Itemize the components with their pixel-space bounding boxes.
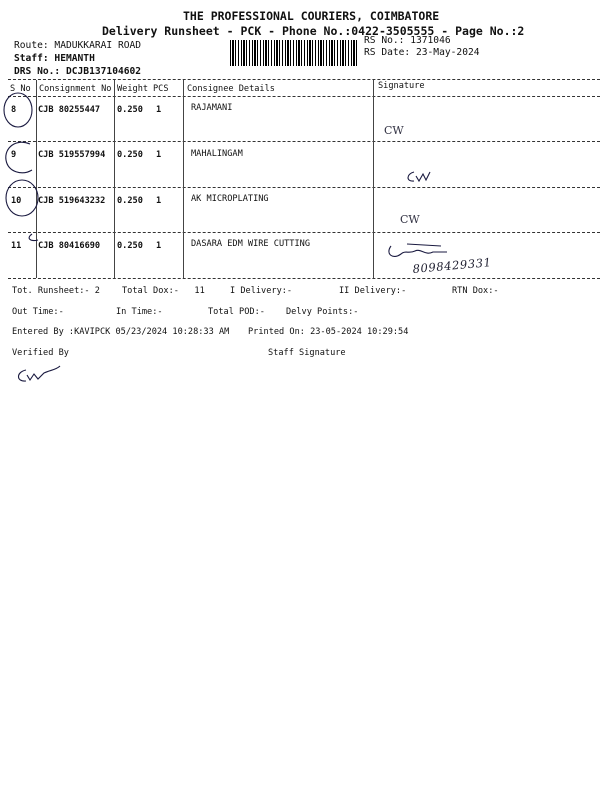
column-divider: [373, 80, 374, 278]
verified-by-label: Verified By: [12, 348, 69, 358]
staff-label: Staff: HEMANTH: [14, 53, 95, 64]
out-time: Out Time:-: [12, 307, 64, 317]
row-sno: 11: [11, 241, 22, 251]
i-delivery: I Delivery:-: [230, 286, 293, 296]
route-label: Route: MADUKKARAI ROAD: [14, 40, 142, 51]
row-divider: [8, 187, 600, 188]
in-time: In Time:-: [116, 307, 163, 317]
column-divider: [114, 80, 115, 278]
row-consignment: CJB 519643232: [38, 196, 106, 206]
row-sno: 10: [11, 196, 22, 206]
row-divider: [8, 141, 600, 142]
row-sno: 8: [11, 105, 17, 115]
handwritten-signature-icon: [404, 168, 432, 186]
row-consignment: CJB 80416690: [38, 241, 101, 251]
table-bottom-rule: [8, 278, 600, 279]
staff-signature-label: Staff Signature: [268, 348, 346, 358]
row-sno: 9: [11, 150, 17, 160]
hand-tick-mark: [0, 232, 45, 246]
runsheet-subtitle: Delivery Runsheet - PCK - Phone No.:0422-3505555 - Page No.:2: [102, 24, 525, 38]
row-weight: 0.250: [117, 241, 143, 251]
row-consignment: CJB 80255447: [38, 105, 101, 115]
barcode: [230, 40, 358, 66]
row-pcs: 1: [156, 241, 162, 251]
row-signature: CW: [384, 124, 404, 137]
hand-circle-mark: [0, 90, 40, 140]
ii-delivery: II Delivery:-: [339, 286, 407, 296]
delivery-points: Delvy Points:-: [286, 307, 359, 317]
rs-number: RS No.: 1371046: [364, 35, 451, 46]
column-header-sno: S No: [10, 84, 31, 94]
column-divider: [183, 80, 184, 278]
row-divider: [8, 232, 600, 233]
hand-circle-mark: [0, 178, 45, 223]
column-header-pcs: PCS: [153, 84, 169, 94]
verifier-signature-icon: [14, 364, 64, 386]
row-consignee: MAHALINGAM: [191, 149, 243, 159]
row-consignment: CJB 519557994: [38, 150, 106, 160]
header-rule: [8, 96, 600, 97]
column-header-consignment: Consignment No: [39, 84, 112, 94]
row-weight: 0.250: [117, 105, 143, 115]
drs-number: DRS No.: DCJB137104602: [14, 66, 142, 77]
row-pcs: 1: [156, 105, 162, 115]
row-signature: CW: [400, 213, 420, 226]
total-runsheet: Tot. Runsheet:- 2: [12, 286, 100, 296]
column-header-signature: Signature: [378, 81, 425, 91]
total-dox: Total Dox:- 11: [122, 286, 205, 296]
hand-circle-mark: [0, 140, 40, 180]
entered-by: Entered By :KAVIPCK 05/23/2024 10:28:33 AM: [12, 327, 230, 337]
handwritten-phone-number: 8098429331: [412, 255, 493, 276]
total-pod: Total POD:-: [208, 307, 265, 317]
printed-on: Printed On: 23-05-2024 10:29:54: [248, 327, 409, 337]
row-pcs: 1: [156, 196, 162, 206]
column-header-consignee: Consignee Details: [187, 84, 275, 94]
row-consignee: DASARA EDM WIRE CUTTING: [191, 239, 310, 249]
company-name: THE PROFESSIONAL COURIERS, COIMBATORE: [183, 9, 440, 23]
rs-date: RS Date: 23-May-2024: [364, 47, 480, 58]
rtn-dox: RTN Dox:-: [452, 286, 499, 296]
table-top-rule: [8, 79, 600, 80]
row-consignee: RAJAMANI: [191, 103, 233, 113]
column-header-weight: Weight: [117, 84, 149, 94]
row-weight: 0.250: [117, 196, 143, 206]
row-consignee: AK MICROPLATING: [191, 194, 269, 204]
row-pcs: 1: [156, 150, 162, 160]
row-weight: 0.250: [117, 150, 143, 160]
